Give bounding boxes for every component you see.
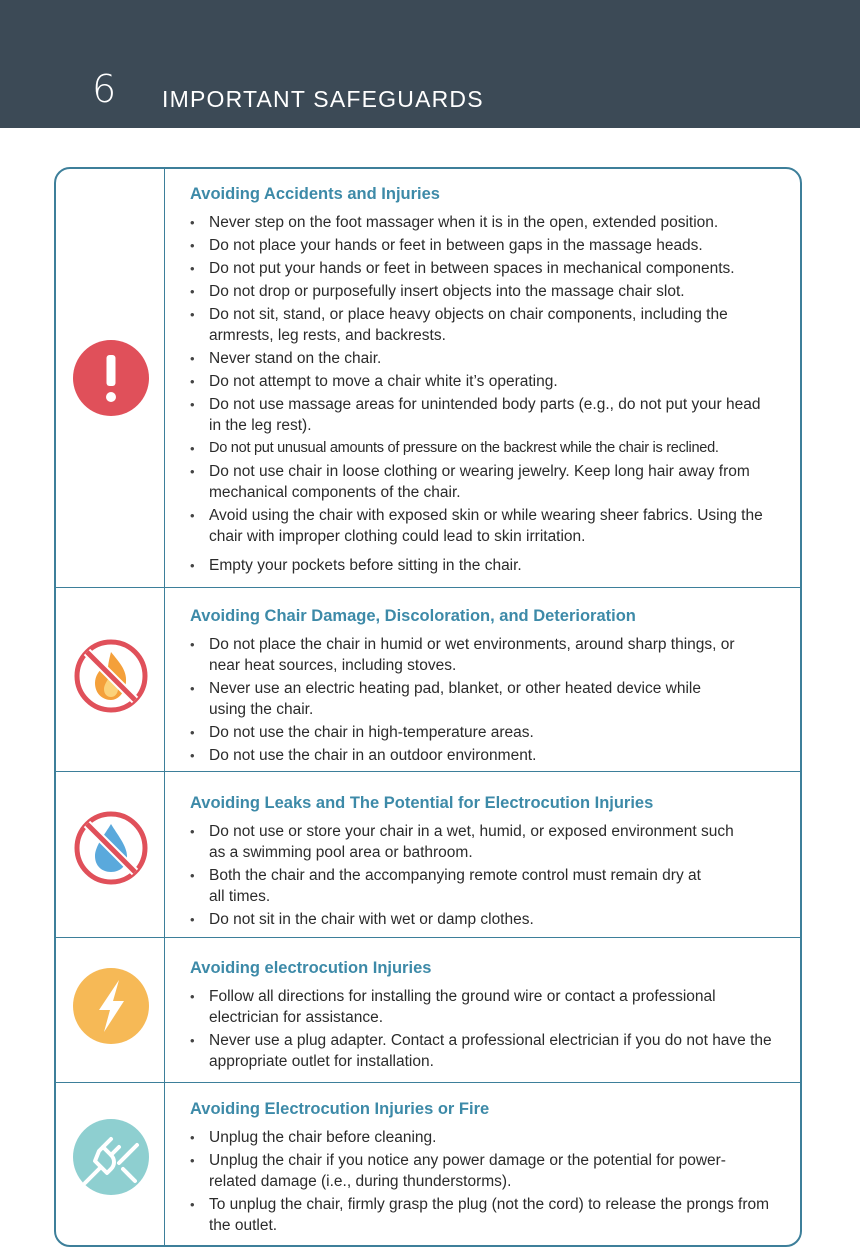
list-item: • Do not put unusual amounts of pressure on the backrest while the chair is reclined.	[190, 438, 772, 459]
list-item: • Unplug the chair if you notice any power damage or the potential for power-related damage (i.e., during thunderstorms).	[190, 1150, 772, 1192]
item-list	[190, 986, 772, 1072]
section-electrocution-injuries	[56, 938, 800, 1083]
item-list	[190, 821, 772, 930]
icon-cell	[56, 938, 165, 1082]
list-item: • Never use an electric heating pad, blanket, or other heated device while using the chair.	[190, 678, 736, 720]
item-list	[190, 212, 772, 576]
list-item: • Unplug the chair before cleaning.	[190, 1127, 772, 1148]
list-item: • Do not sit in the chair with wet or damp clothes.	[190, 909, 742, 930]
list-item: • Never stand on the chair.	[190, 348, 772, 369]
page-header	[0, 0, 860, 128]
item-list	[190, 634, 772, 766]
list-item: • Do not use the chair in high-temperature areas.	[190, 722, 736, 743]
lightning-bolt-icon	[73, 968, 149, 1044]
exclamation-icon	[73, 340, 149, 416]
list-item: • Never step on the foot massager when it is in the open, extended position.	[190, 212, 772, 233]
unplug-icon	[73, 1119, 149, 1195]
page-number: 6	[92, 67, 117, 111]
icon-cell	[56, 1083, 165, 1247]
no-fire-icon	[73, 638, 149, 714]
list-item: • Do not drop or purposefully insert objects into the massage chair slot.	[190, 281, 772, 302]
list-item: • Do not use chair in loose clothing or wearing jewelry. Keep long hair away from mechanical components of the chair.	[190, 461, 772, 503]
section-chair-damage	[56, 588, 800, 772]
safeguards-table	[54, 167, 802, 1247]
list-item: • Do not put your hands or feet in between spaces in mechanical components.	[190, 258, 772, 279]
list-item: • Avoid using the chair with exposed skin or while wearing sheer fabrics. Using the chair with improper clothing could lead to skin irritation.	[190, 505, 772, 547]
section-electrocution-fire	[56, 1083, 800, 1247]
section-title: Avoiding Accidents and Injuries	[190, 185, 440, 203]
icon-cell	[56, 169, 165, 587]
item-list	[190, 1127, 772, 1236]
list-item: • Empty your pockets before sitting in the chair.	[190, 555, 772, 576]
section-title: Avoiding electrocution Injuries	[190, 959, 432, 977]
list-item: • Never use a plug adapter. Contact a professional electrician if you do not have the appropriate outlet for installation.	[190, 1030, 772, 1072]
page-title: IMPORTANT SAFEGUARDS	[162, 86, 484, 112]
list-item: • Do not place your hands or feet in between gaps in the massage heads.	[190, 235, 772, 256]
list-item: • Do not use or store your chair in a wet, humid, or exposed environment such as a swimming pool area or bathroom.	[190, 821, 742, 863]
section-title: Avoiding Chair Damage, Discoloration, and Deterioration	[190, 607, 636, 625]
icon-cell	[56, 588, 165, 771]
list-item: • Do not sit, stand, or place heavy objects on chair components, including the armrests, leg rests, and backrests.	[190, 304, 772, 346]
list-item: • Do not use the chair in an outdoor environment.	[190, 745, 736, 766]
no-water-icon	[73, 810, 149, 886]
list-item: • Do not place the chair in humid or wet environments, around sharp things, or near heat sources, including stoves.	[190, 634, 736, 676]
section-leaks-electrocution	[56, 772, 800, 938]
icon-cell	[56, 772, 165, 937]
list-item: • Do not use massage areas for unintended body parts (e.g., do not put your head in the leg rest).	[190, 394, 772, 436]
section-accidents-injuries	[56, 169, 800, 588]
list-item: • Follow all directions for installing the ground wire or contact a professional electrician for assistance.	[190, 986, 772, 1028]
section-title: Avoiding Leaks and The Potential for Electrocution Injuries	[190, 794, 654, 812]
list-item: • Do not attempt to move a chair white it’s operating.	[190, 371, 772, 392]
list-item: • To unplug the chair, firmly grasp the plug (not the cord) to release the prongs from the outlet.	[190, 1194, 772, 1236]
list-item: • Both the chair and the accompanying remote control must remain dry at all times.	[190, 865, 742, 907]
section-title: Avoiding Electrocution Injuries or Fire	[190, 1100, 490, 1118]
